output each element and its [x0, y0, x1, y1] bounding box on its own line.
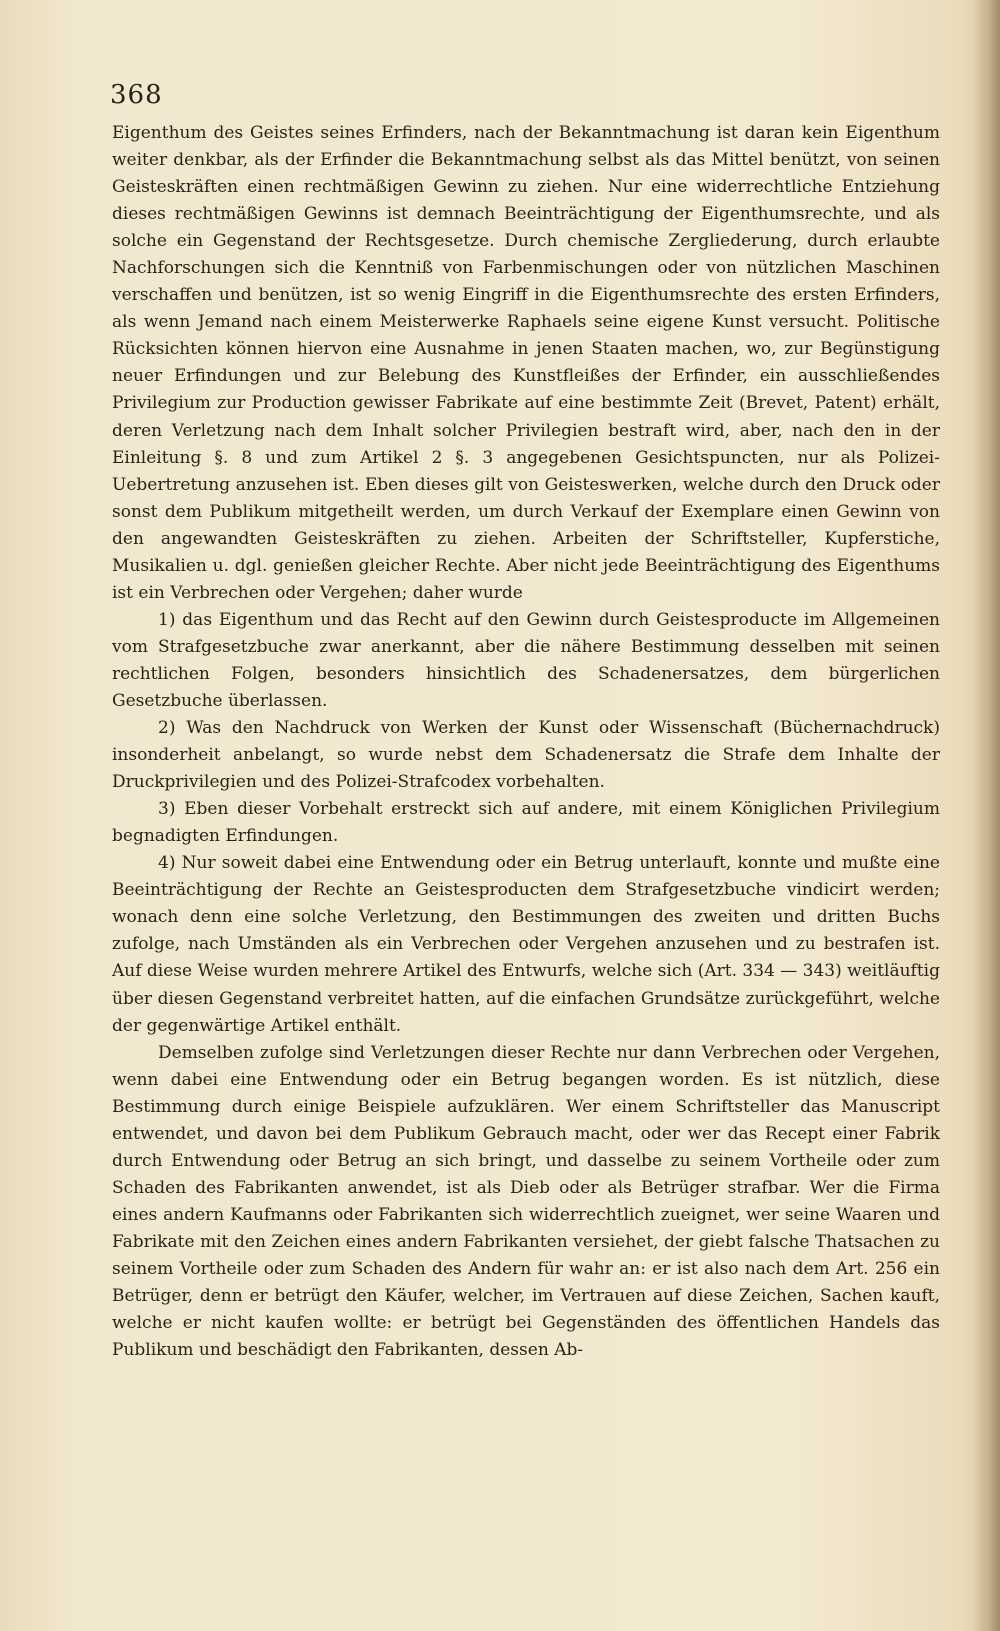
body-text [112, 120, 940, 1364]
paragraph-item-2: 2) Was den Nachdruck von Werken der Kunst oder Wissenschaft (Büchernachdruck) insonderheit anbelangt, so wurde nebst dem Schadenersatz die Strafe dem Inhalte der Druckprivilegien und des Polizei-Strafcodex vorbehalten. [112, 718, 940, 793]
paragraph-item-1: 1) das Eigenthum und das Recht auf den Gewinn durch Geistesproducte im Allgemeinen vom Strafgesetzbuche zwar anerkannt, aber die nähere Bestimmung desselben mit seinen rechtlichen Folgen, besonders hinsichtlich des Schadenersatzes, dem bürgerlichen Gesetzbuche überlassen. [112, 609, 940, 711]
page-edge-shadow [972, 0, 1000, 1631]
page-number: 368 [110, 80, 163, 110]
paragraph-item-3: 3) Eben dieser Vorbehalt erstreckt sich auf andere, mit einem Königlichen Privilegium begnadigten Erfindungen. [112, 799, 940, 847]
paragraph-intro: Eigenthum des Geistes seines Erfinders, nach der Bekanntmachung ist daran kein Eigenthum weiter denkbar, als der Erfinder die Bekanntmachung selbst als das Mittel benützt, von seinen Geisteskräften einen rechtmäßigen Gewinn zu ziehen. Nur eine widerrechtliche Entziehung dieses rechtmäßigen Gewinns ist demnach Beeinträchtigung der Eigenthumsrechte, und als solche ein Gegenstand der Rechtsgesetze. Durch chemische Zergliederung, durch erlaubte Nachforschungen sich die Kenntniß von Farbenmischungen oder von nützlichen Maschinen verschaffen und benützen, ist so wenig Eingriff in die Eigenthumsrechte des ersten Erfinders, als wenn Jemand nach einem Meisterwerke Raphaels seine eigene Kunst versucht. Politische Rücksichten können hiervon eine Ausnahme in jenen Staaten machen, wo, zur Begünstigung neuer Erfindungen und zur Belebung des Kunstfleißes der Erfinder, ein ausschließendes Privilegium zur Production gewisser Fabrikate auf eine bestimmte Zeit (Brevet, Patent) erhält, deren Verletzung nach dem Inhalt solcher Privilegien bestraft wird, aber, nach den in der Einleitung §. 8 und zum Artikel 2 §. 3 angegebenen Gesichtspuncten, nur als Polizei-Uebertretung anzusehen ist. Eben dieses gilt von Geisteswerken, welche durch den Druck oder sonst dem Publikum mitgetheilt werden, um durch Verkauf der Exemplare einen Gewinn von den angewandten Geisteskräften zu ziehen. Arbeiten der Schriftsteller, Kupferstiche, Musikalien u. dgl. genießen gleicher Rechte. Aber nicht jede Beeinträchtigung des Eigenthums ist ein Verbrechen oder Vergehen; daher wurde [112, 123, 940, 603]
paragraph-examples: Demselben zufolge sind Verletzungen dieser Rechte nur dann Verbrechen oder Vergehen, wenn dabei eine Entwendung oder ein Betrug begangen worden. Es ist nützlich, diese Bestimmung durch einige Beispiele aufzuklären. Wer einem Schriftsteller das Manuscript entwendet, und davon bei dem Publikum Gebrauch macht, oder wer das Recept einer Fabrik durch Entwendung oder Betrug an sich bringt, und dasselbe zu seinem Vortheile oder zum Schaden des Fabrikanten anwendet, ist als Dieb oder als Betrüger strafbar. Wer die Firma eines andern Kaufmanns oder Fabrikanten sich widerrechtlich zueignet, wer seine Waaren und Fabrikate mit den Zeichen eines andern Fabrikanten versiehet, der giebt falsche Thatsachen zu seinem Vortheile oder zum Schaden des Andern für wahr an: er ist also nach dem Art. 256 ein Betrüger, denn er betrügt den Käufer, welcher, im Vertrauen auf diese Zeichen, Sachen kauft, welche er nicht kaufen wollte: er betrügt bei Gegenständen des öffentlichen Handels das Publikum und beschädigt den Fabrikanten, dessen Ab- [112, 1042, 940, 1361]
paragraph-item-4: 4) Nur soweit dabei eine Entwendung oder ein Betrug unterlauft, konnte und mußte eine Beeinträchtigung der Rechte an Geistesproducten dem Strafgesetzbuche vindicirt werden; wonach denn eine solche Verletzung, den Bestimmungen des zweiten und dritten Buchs zufolge, nach Umständen als ein Verbrechen oder Vergehen anzusehen und zu bestrafen ist. Auf diese Weise wurden mehrere Artikel des Entwurfs, welche sich (Art. 334 — 343) weitläuftig über diesen Gegenstand verbreitet hatten, auf die einfachen Grundsätze zurückgeführt, welche der gegenwärtige Artikel enthält. [112, 853, 940, 1036]
